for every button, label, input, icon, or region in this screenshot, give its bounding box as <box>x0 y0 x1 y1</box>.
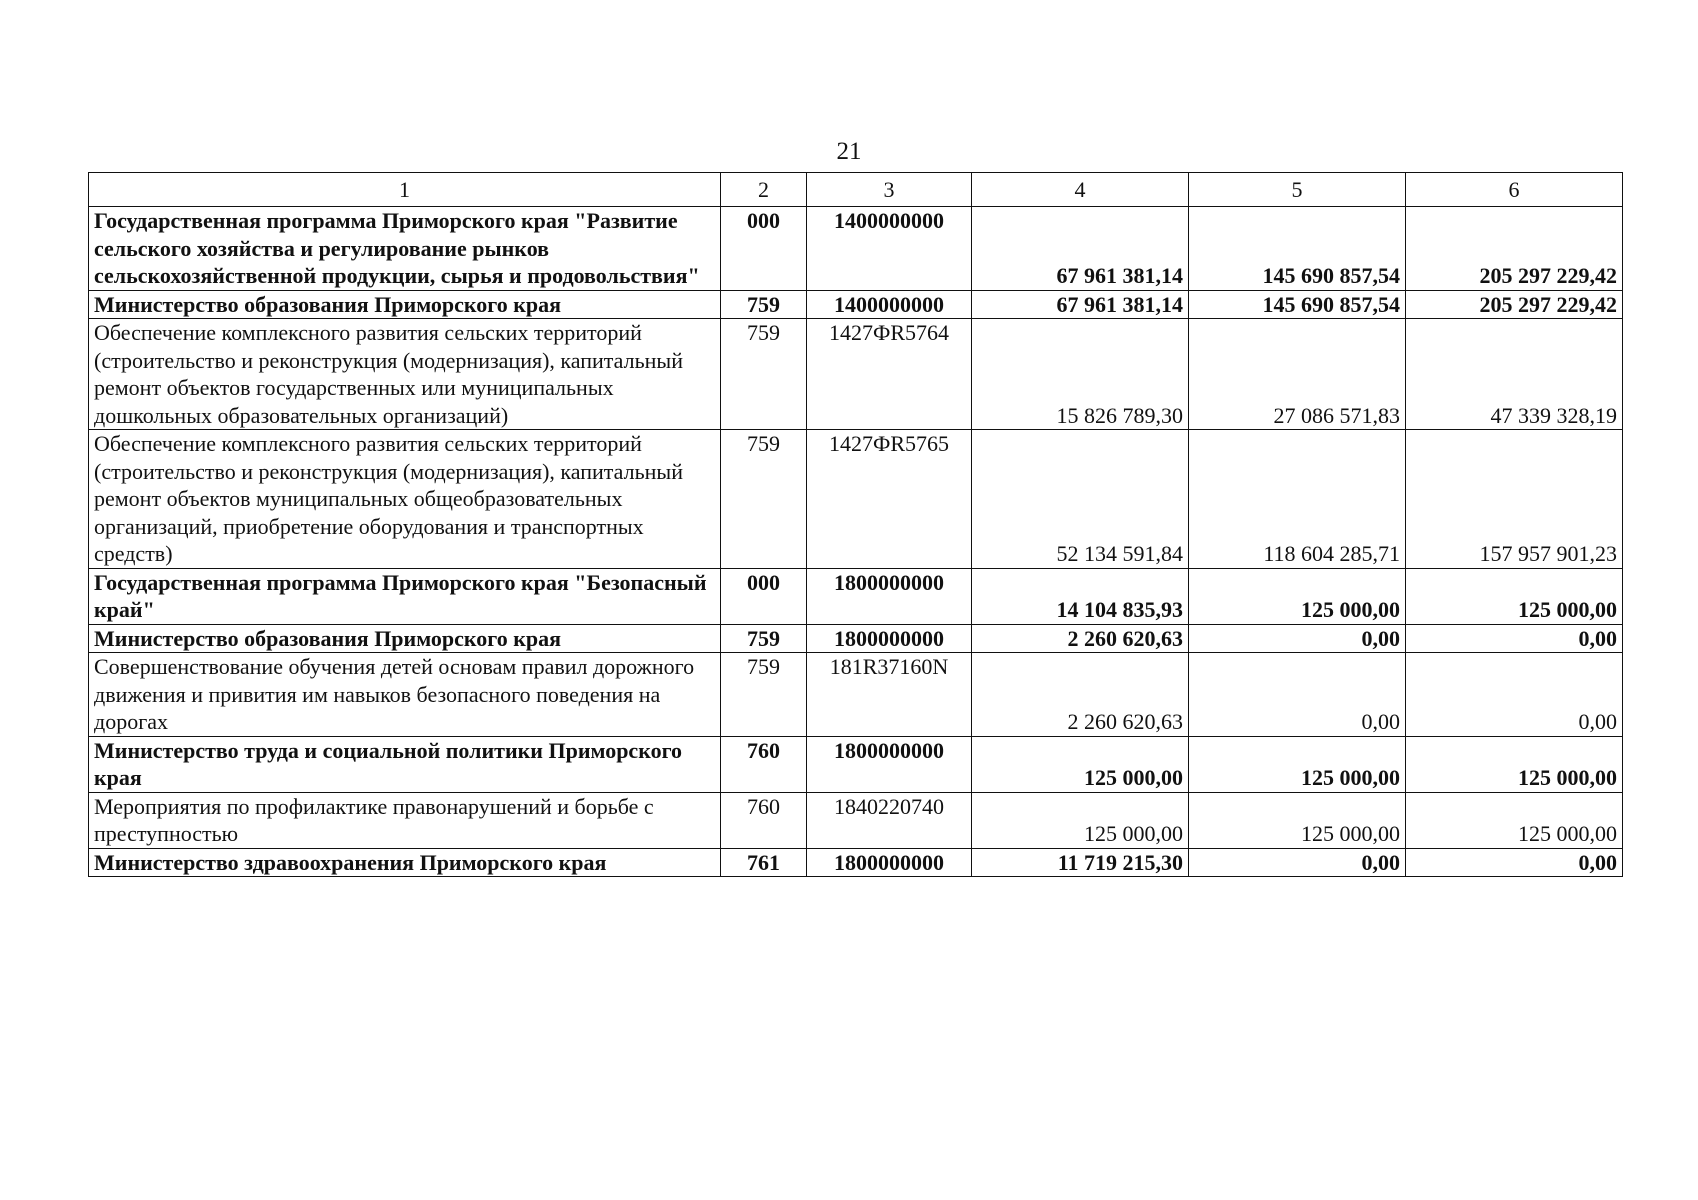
amount-col6: 125 000,00 <box>1406 792 1623 848</box>
row-name: Мероприятия по профилактике правонарушений и борьбе с преступностью <box>89 792 721 848</box>
column-header: 4 <box>972 173 1189 207</box>
amount-col6: 205 297 229,42 <box>1406 207 1623 291</box>
target-code: 1427ФR5764 <box>807 319 972 430</box>
amount-col5: 125 000,00 <box>1189 568 1406 624</box>
amount-col6: 0,00 <box>1406 653 1623 737</box>
admin-code: 760 <box>721 792 807 848</box>
target-code: 1800000000 <box>807 624 972 653</box>
table-row <box>89 624 1623 653</box>
target-code: 1400000000 <box>807 207 972 291</box>
target-code: 1840220740 <box>807 792 972 848</box>
amount-col6: 157 957 901,23 <box>1406 430 1623 569</box>
admin-code: 759 <box>721 430 807 569</box>
target-code: 1400000000 <box>807 290 972 319</box>
admin-code: 759 <box>721 290 807 319</box>
amount-col6: 0,00 <box>1406 624 1623 653</box>
target-code: 1800000000 <box>807 568 972 624</box>
table-row <box>89 430 1623 569</box>
target-code: 1427ФR5765 <box>807 430 972 569</box>
column-header: 2 <box>721 173 807 207</box>
amount-col5: 0,00 <box>1189 848 1406 877</box>
row-name: Обеспечение комплексного развития сельских территорий (строительство и реконструкция (модернизация), капитальный ремонт объектов государственных или муниципальных дошкольных образовательных организаций) <box>89 319 721 430</box>
table-row <box>89 290 1623 319</box>
amount-col5: 27 086 571,83 <box>1189 319 1406 430</box>
amount-col4: 67 961 381,14 <box>972 290 1189 319</box>
admin-code: 759 <box>721 624 807 653</box>
amount-col6: 205 297 229,42 <box>1406 290 1623 319</box>
row-name: Министерство образования Приморского края <box>89 624 721 653</box>
admin-code: 000 <box>721 568 807 624</box>
amount-col4: 15 826 789,30 <box>972 319 1189 430</box>
amount-col6: 125 000,00 <box>1406 736 1623 792</box>
row-name: Министерство образования Приморского края <box>89 290 721 319</box>
amount-col4: 2 260 620,63 <box>972 624 1189 653</box>
admin-code: 759 <box>721 319 807 430</box>
column-header: 3 <box>807 173 972 207</box>
amount-col5: 145 690 857,54 <box>1189 290 1406 319</box>
amount-col4: 125 000,00 <box>972 736 1189 792</box>
amount-col6: 0,00 <box>1406 848 1623 877</box>
amount-col5: 145 690 857,54 <box>1189 207 1406 291</box>
column-header: 5 <box>1189 173 1406 207</box>
row-name: Обеспечение комплексного развития сельских территорий (строительство и реконструкция (модернизация), капитальный ремонт объектов муниципальных общеобразовательных организаций, приобретение оборудования и транспортных средств) <box>89 430 721 569</box>
row-name: Государственная программа Приморского края "Безопасный край" <box>89 568 721 624</box>
table-row <box>89 792 1623 848</box>
page-number: 21 <box>836 138 862 165</box>
amount-col4: 11 719 215,30 <box>972 848 1189 877</box>
column-header: 1 <box>89 173 721 207</box>
amount-col5: 0,00 <box>1189 653 1406 737</box>
row-name: Совершенствование обучения детей основам правил дорожного движения и привития им навыков безопасного поведения на дорогах <box>89 653 721 737</box>
amount-col5: 118 604 285,71 <box>1189 430 1406 569</box>
table-row <box>89 319 1623 430</box>
amount-col4: 52 134 591,84 <box>972 430 1189 569</box>
table-row <box>89 848 1623 877</box>
target-code: 1800000000 <box>807 848 972 877</box>
amount-col4: 14 104 835,93 <box>972 568 1189 624</box>
admin-code: 760 <box>721 736 807 792</box>
amount-col6: 125 000,00 <box>1406 568 1623 624</box>
table-row <box>89 653 1623 737</box>
budget-table <box>88 172 1623 877</box>
amount-col4: 2 260 620,63 <box>972 653 1189 737</box>
table-row <box>89 568 1623 624</box>
row-name: Государственная программа Приморского края "Развитие сельского хозяйства и регулирование рынков сельскохозяйственной продукции, сырья и продовольствия" <box>89 207 721 291</box>
table-row <box>89 207 1623 291</box>
target-code: 181R37160N <box>807 653 972 737</box>
amount-col5: 125 000,00 <box>1189 736 1406 792</box>
admin-code: 761 <box>721 848 807 877</box>
column-header: 6 <box>1406 173 1623 207</box>
admin-code: 000 <box>721 207 807 291</box>
row-name: Министерство труда и социальной политики Приморского края <box>89 736 721 792</box>
row-name: Министерство здравоохранения Приморского края <box>89 848 721 877</box>
amount-col5: 125 000,00 <box>1189 792 1406 848</box>
admin-code: 759 <box>721 653 807 737</box>
table-row <box>89 736 1623 792</box>
amount-col5: 0,00 <box>1189 624 1406 653</box>
amount-col6: 47 339 328,19 <box>1406 319 1623 430</box>
target-code: 1800000000 <box>807 736 972 792</box>
amount-col4: 125 000,00 <box>972 792 1189 848</box>
column-header-row <box>89 173 1623 207</box>
amount-col4: 67 961 381,14 <box>972 207 1189 291</box>
